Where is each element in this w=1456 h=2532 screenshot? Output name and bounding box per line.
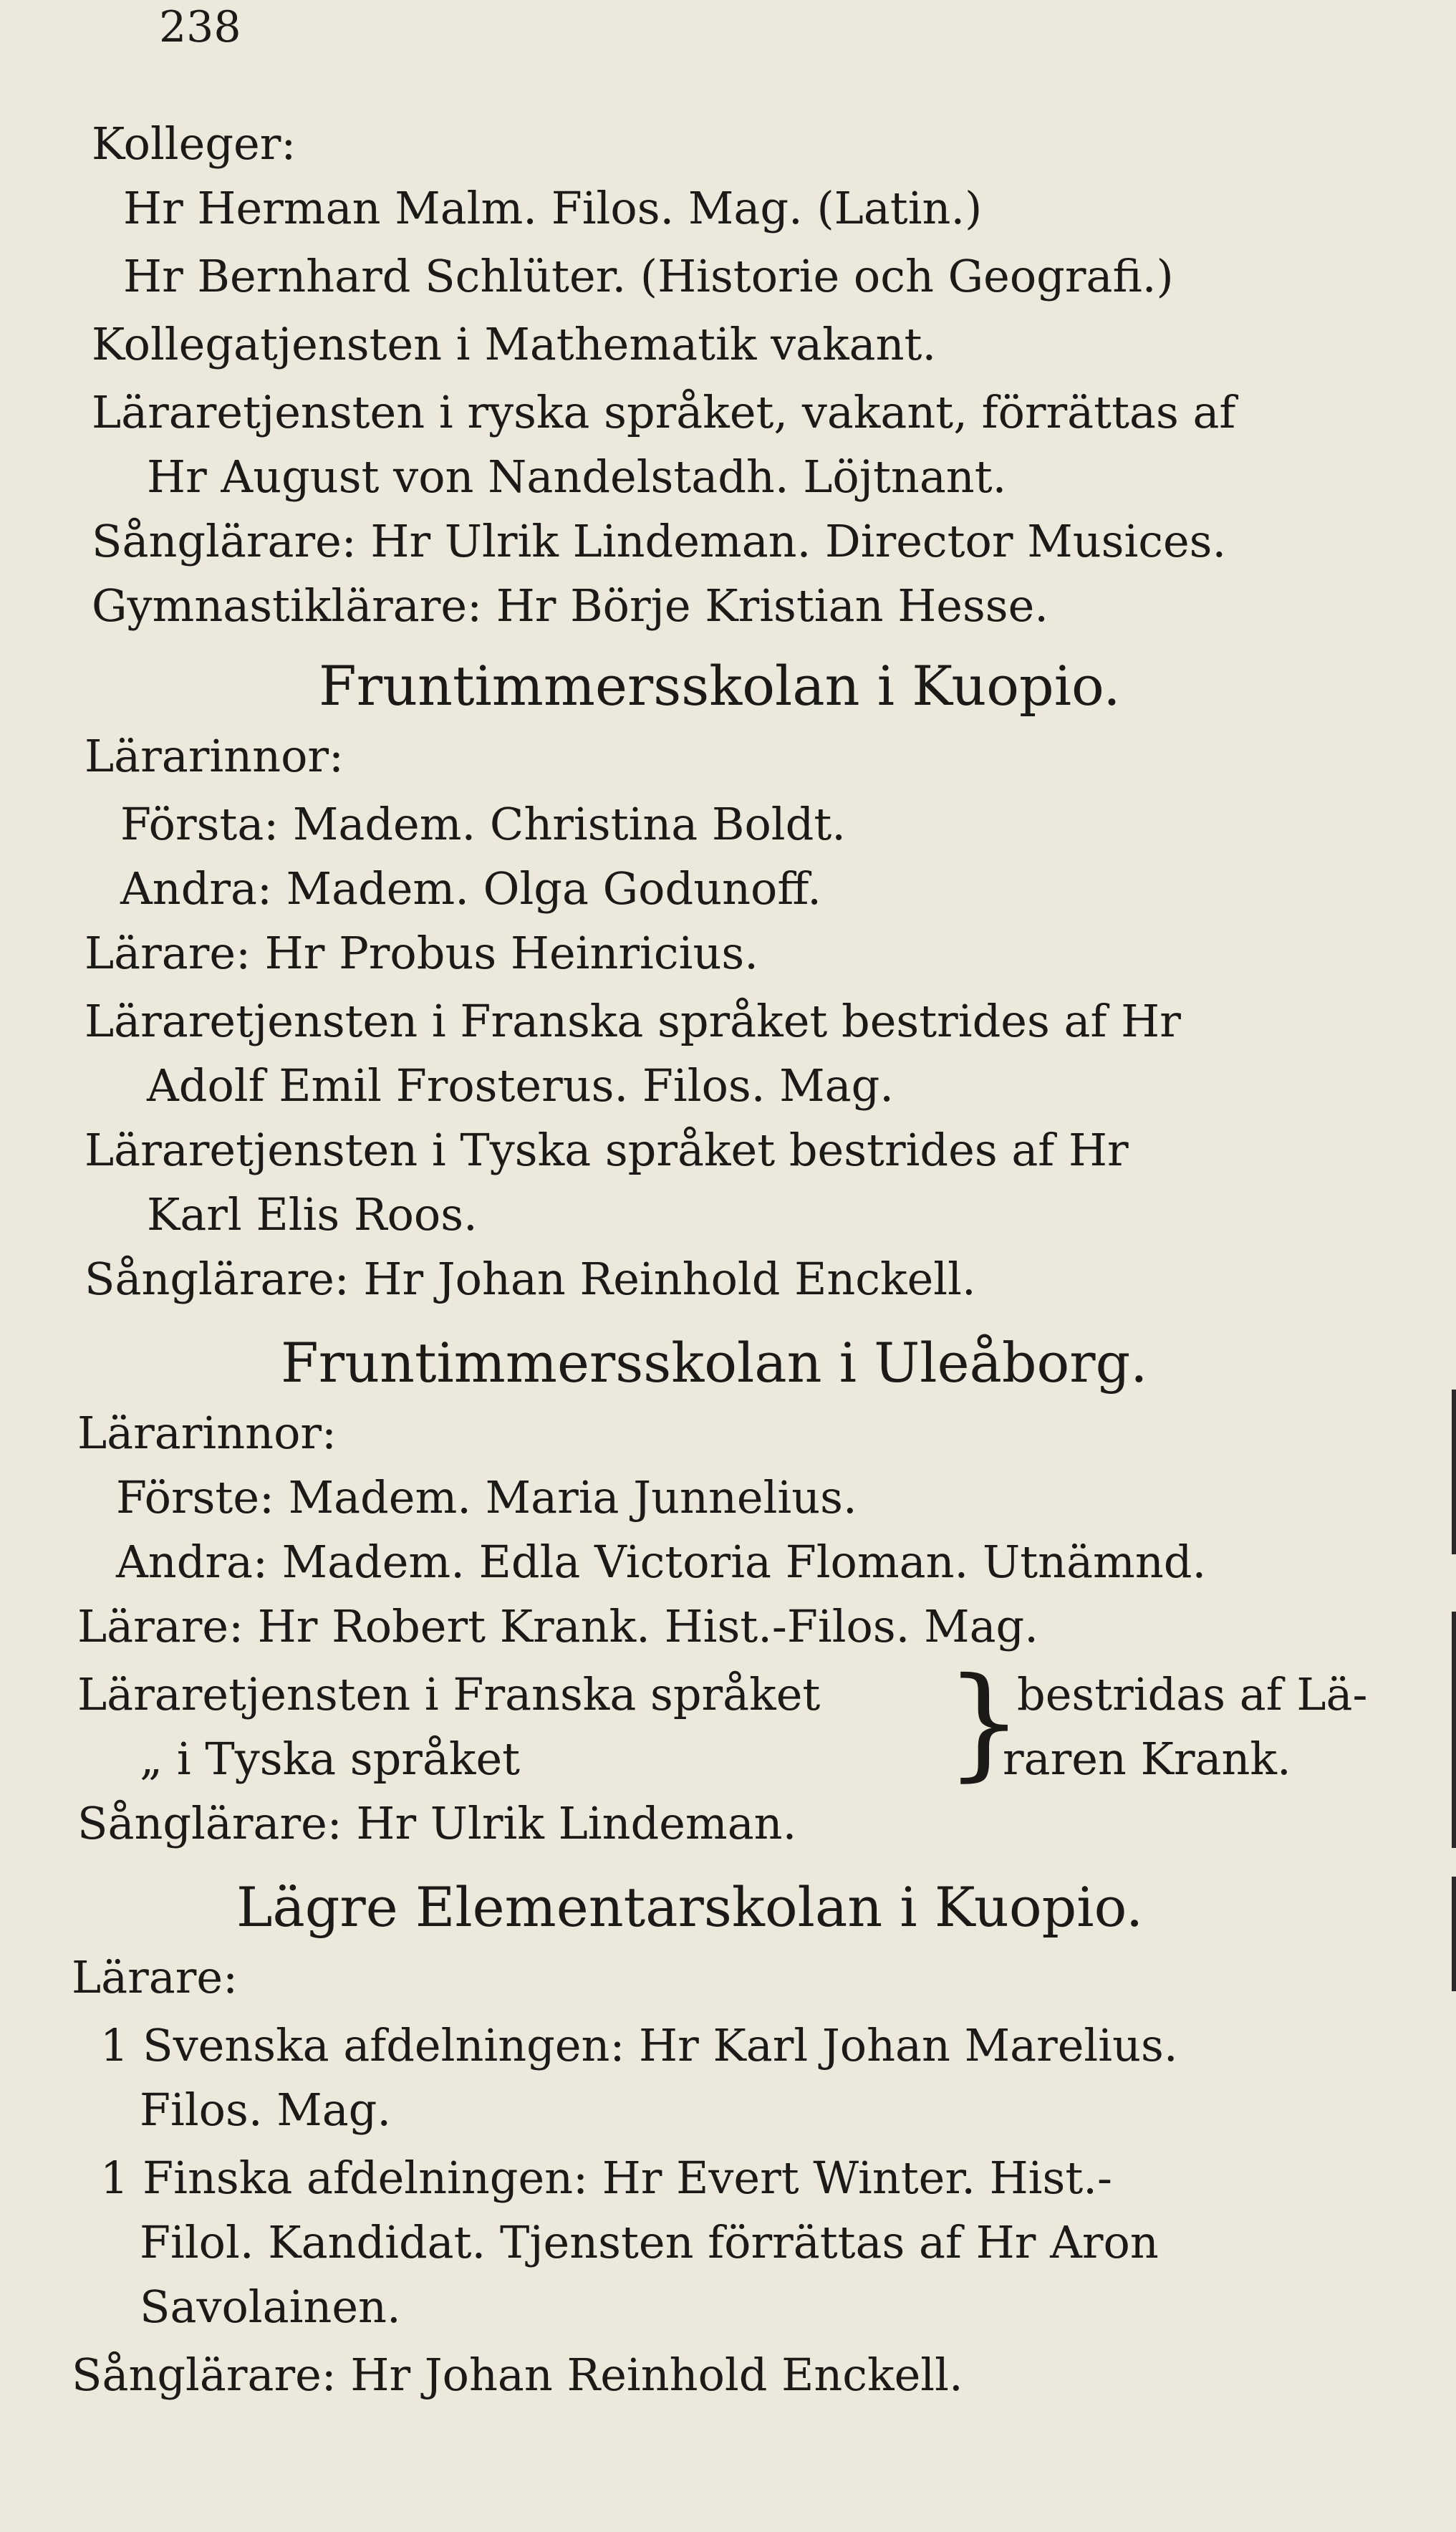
brace-glyph: } [945, 1652, 1023, 1794]
text-line: Läraretjensten i Franska språket bestrides af Hr [85, 995, 1181, 1047]
text-line: Andra: Madem. Olga Godunoff. [120, 862, 821, 915]
text-line: Sånglärare: Hr Johan Reinhold Enckell. [85, 1253, 976, 1305]
text-line: Första: Madem. Christina Boldt. [120, 798, 846, 850]
page-edge-shadow [1452, 1877, 1456, 1991]
text-line: Lärare: Hr Probus Heinricius. [85, 927, 758, 979]
text-line: Sånglärare: Hr Ulrik Lindeman. [77, 1797, 797, 1849]
page-number: 238 [159, 2, 241, 52]
section-heading: Lägre Elementarskolan i Kuopio. [236, 1875, 1144, 1939]
text-line: Kollegatjensten i Mathematik vakant. [92, 318, 937, 370]
text-line: Andra: Madem. Edla Victoria Floman. Utnämnd. [116, 1536, 1207, 1588]
text-line: Lärarinnor: [85, 730, 344, 782]
section-heading: Fruntimmersskolan i Kuopio. [319, 654, 1121, 718]
brace-row-right: bestridas af Lä- [1017, 1668, 1368, 1720]
text-line: Karl Elis Roos. [147, 1188, 478, 1241]
text-line: Adolf Emil Frosterus. Filos. Mag. [147, 1059, 894, 1112]
text-line: 1 Finska afdelningen: Hr Evert Winter. Hist.- [100, 2152, 1112, 2204]
page-edge-shadow [1452, 1612, 1456, 1848]
text-line: Filol. Kandidat. Tjensten förrättas af Hr Aron [140, 2216, 1159, 2268]
text-line: Filos. Mag. [140, 2084, 392, 2136]
text-line: Läraretjensten i Tyska språket bestrides af Hr [85, 1124, 1129, 1176]
text-line: Hr August von Nandelstadh. Löjtnant. [147, 451, 1007, 503]
text-line: Sånglärare: Hr Ulrik Lindeman. Director Musices. [92, 515, 1227, 567]
text-line: Lärare: [72, 1951, 238, 2003]
section-heading: Fruntimmersskolan i Uleåborg. [281, 1331, 1148, 1395]
brace-row-left: Läraretjensten i Franska språket [77, 1668, 821, 1720]
text-line: Savolainen. [140, 2281, 401, 2333]
text-line: Sånglärare: Hr Johan Reinhold Enckell. [72, 2349, 963, 2401]
text-line: Kolleger: [92, 117, 296, 170]
text-line: Förste: Madem. Maria Junnelius. [116, 1471, 857, 1523]
text-line: Lärarinnor: [77, 1407, 337, 1459]
brace-row-right: raren Krank. [1003, 1733, 1291, 1785]
text-line: Hr Herman Malm. Filos. Mag. (Latin.) [123, 182, 983, 234]
page-edge-shadow [1452, 1390, 1456, 1554]
text-line: 1 Svenska afdelningen: Hr Karl Johan Marelius. [100, 2019, 1178, 2071]
text-line: Lärare: Hr Robert Krank. Hist.-Filos. Mag. [77, 1600, 1038, 1652]
text-line: Läraretjensten i ryska språket, vakant, förrättas af [92, 386, 1236, 438]
text-line: Hr Bernhard Schlüter. (Historie och Geografi.) [123, 250, 1174, 302]
brace-row-left: „ i Tyska språket [140, 1733, 521, 1785]
text-line: Gymnastiklärare: Hr Börje Kristian Hesse. [92, 579, 1048, 632]
